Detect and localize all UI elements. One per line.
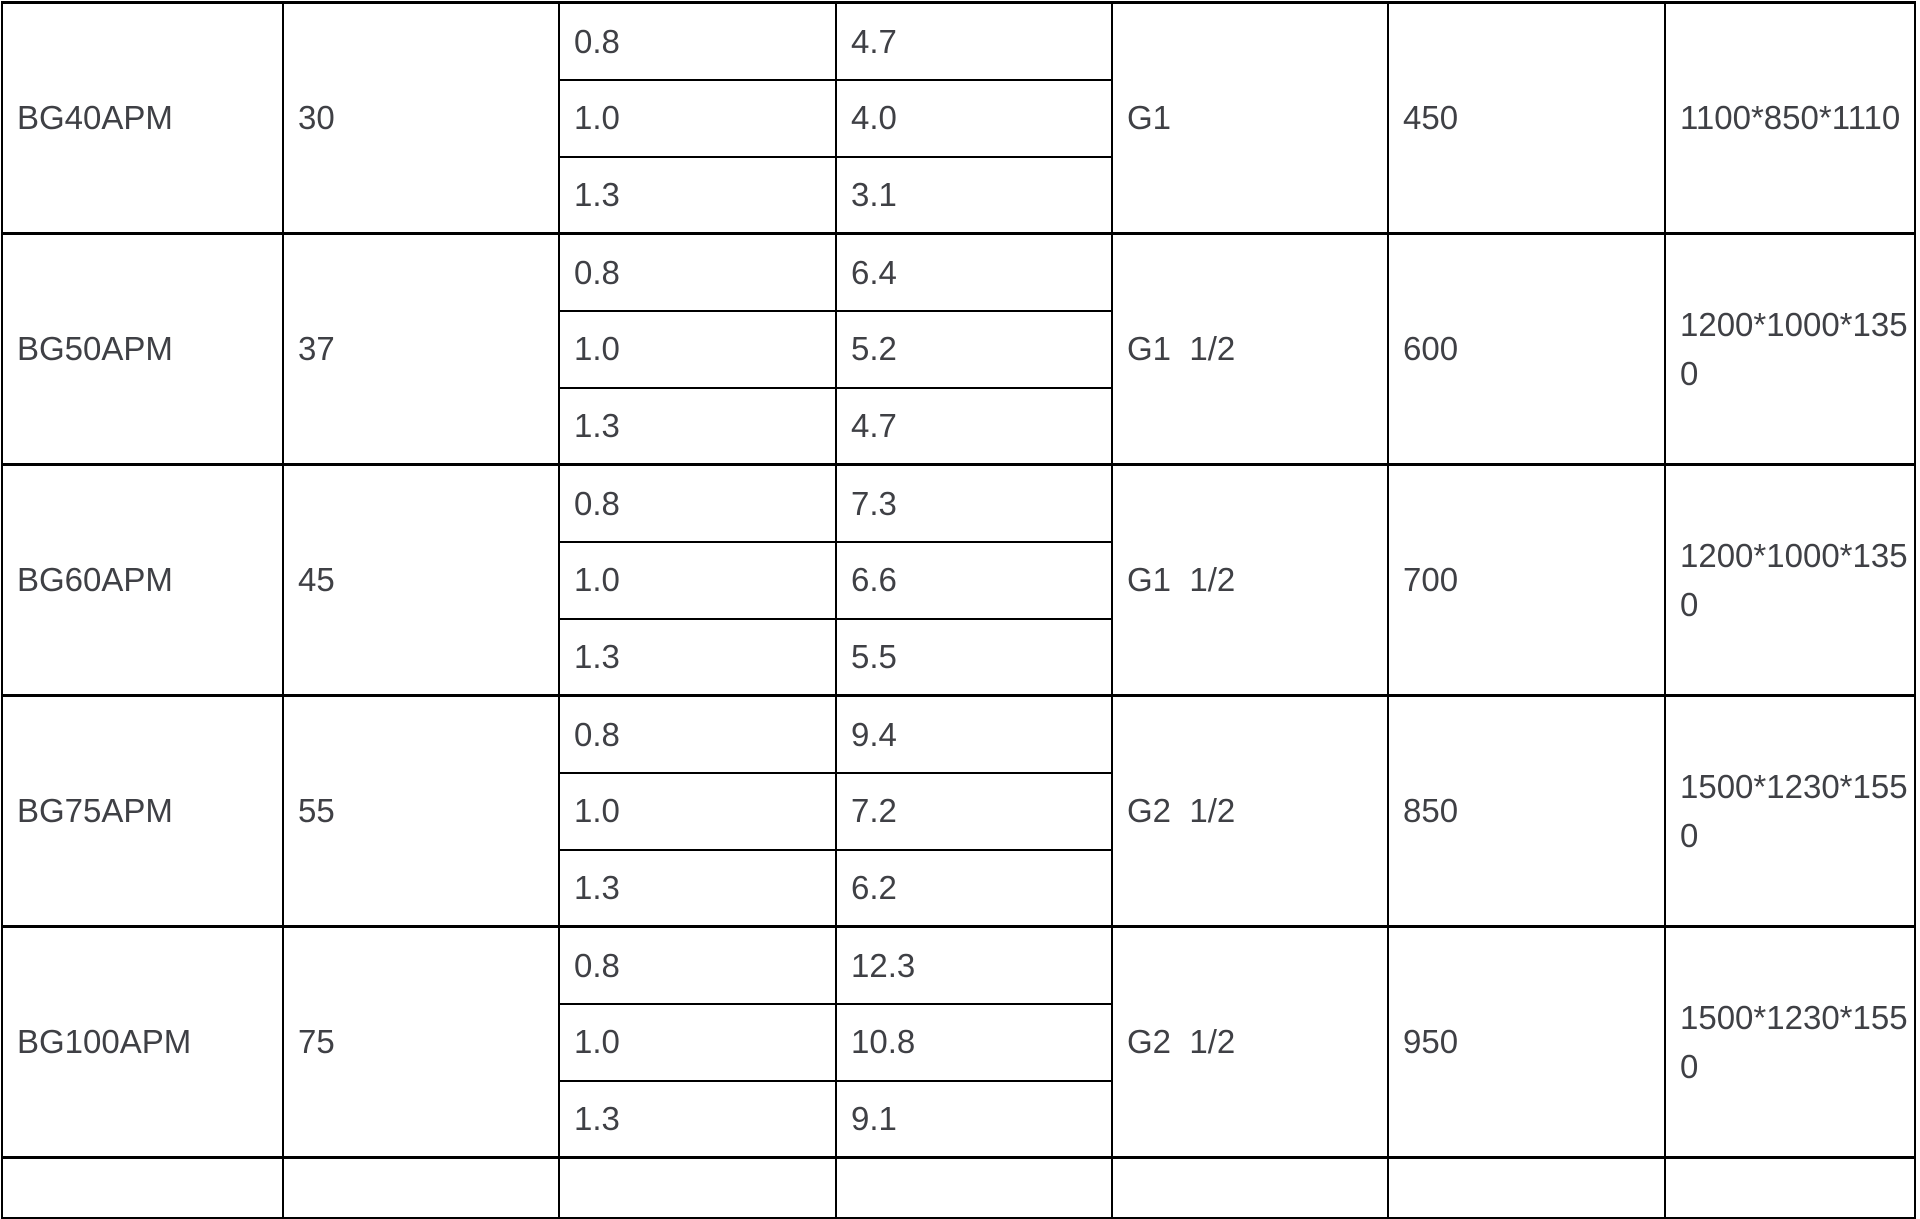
dimensions-cell: 1200*1000*1350: [1665, 465, 1915, 696]
empty-cell: [836, 1158, 1112, 1218]
table-row: [2, 927, 1915, 1004]
pressure-cell: 1.3: [559, 1081, 836, 1158]
table-row: [2, 465, 1915, 542]
empty-cell: [1112, 1158, 1388, 1218]
pipe-cell: G1: [1112, 3, 1388, 234]
model-cell: BG60APM: [2, 465, 283, 696]
flow-cell: 3.1: [836, 157, 1112, 234]
flow-cell: 4.7: [836, 388, 1112, 465]
dimensions-cell: 1500*1230*1550: [1665, 927, 1915, 1158]
pressure-cell: 0.8: [559, 234, 836, 311]
spec-table: [1, 1, 1916, 1219]
weight-cell: 700: [1388, 465, 1665, 696]
model-cell: BG40APM: [2, 3, 283, 234]
flow-cell: 9.1: [836, 1081, 1112, 1158]
empty-cell: [1388, 1158, 1665, 1218]
pipe-cell: G1 1/2: [1112, 465, 1388, 696]
pressure-cell: 0.8: [559, 927, 836, 1004]
empty-cell: [283, 1158, 559, 1218]
model-cell: BG75APM: [2, 696, 283, 927]
flow-cell: 4.7: [836, 3, 1112, 80]
pressure-cell: 0.8: [559, 465, 836, 542]
flow-cell: 10.8: [836, 1004, 1112, 1081]
pipe-cell: G2 1/2: [1112, 696, 1388, 927]
flow-cell: 5.5: [836, 619, 1112, 696]
power-cell: 30: [283, 3, 559, 234]
weight-cell: 950: [1388, 927, 1665, 1158]
pressure-cell: 1.3: [559, 619, 836, 696]
pressure-cell: 1.3: [559, 388, 836, 465]
pressure-cell: 1.0: [559, 80, 836, 157]
empty-cell: [559, 1158, 836, 1218]
pressure-cell: 1.0: [559, 1004, 836, 1081]
flow-cell: 6.6: [836, 542, 1112, 619]
model-cell: BG100APM: [2, 927, 283, 1158]
flow-cell: 12.3: [836, 927, 1112, 1004]
table-row: [2, 3, 1915, 80]
pressure-cell: 1.3: [559, 157, 836, 234]
pressure-cell: 0.8: [559, 696, 836, 773]
flow-cell: 7.3: [836, 465, 1112, 542]
model-cell: BG50APM: [2, 234, 283, 465]
empty-cell: [2, 1158, 283, 1218]
pipe-cell: G2 1/2: [1112, 927, 1388, 1158]
flow-cell: 5.2: [836, 311, 1112, 388]
weight-cell: 450: [1388, 3, 1665, 234]
power-cell: 37: [283, 234, 559, 465]
dimensions-cell: 1100*850*1110: [1665, 3, 1915, 234]
pressure-cell: 1.0: [559, 542, 836, 619]
pressure-cell: 1.0: [559, 311, 836, 388]
table-row: [2, 234, 1915, 311]
pressure-cell: 1.0: [559, 773, 836, 850]
flow-cell: 6.4: [836, 234, 1112, 311]
dimensions-cell: 1200*1000*1350: [1665, 234, 1915, 465]
pressure-cell: 1.3: [559, 850, 836, 927]
pipe-cell: G1 1/2: [1112, 234, 1388, 465]
weight-cell: 850: [1388, 696, 1665, 927]
table-row: [2, 696, 1915, 773]
power-cell: 55: [283, 696, 559, 927]
flow-cell: 9.4: [836, 696, 1112, 773]
empty-cell: [1665, 1158, 1915, 1218]
flow-cell: 7.2: [836, 773, 1112, 850]
table-row-partial: [2, 1158, 1915, 1218]
power-cell: 75: [283, 927, 559, 1158]
flow-cell: 4.0: [836, 80, 1112, 157]
dimensions-cell: 1500*1230*1550: [1665, 696, 1915, 927]
weight-cell: 600: [1388, 234, 1665, 465]
power-cell: 45: [283, 465, 559, 696]
flow-cell: 6.2: [836, 850, 1112, 927]
pressure-cell: 0.8: [559, 3, 836, 80]
